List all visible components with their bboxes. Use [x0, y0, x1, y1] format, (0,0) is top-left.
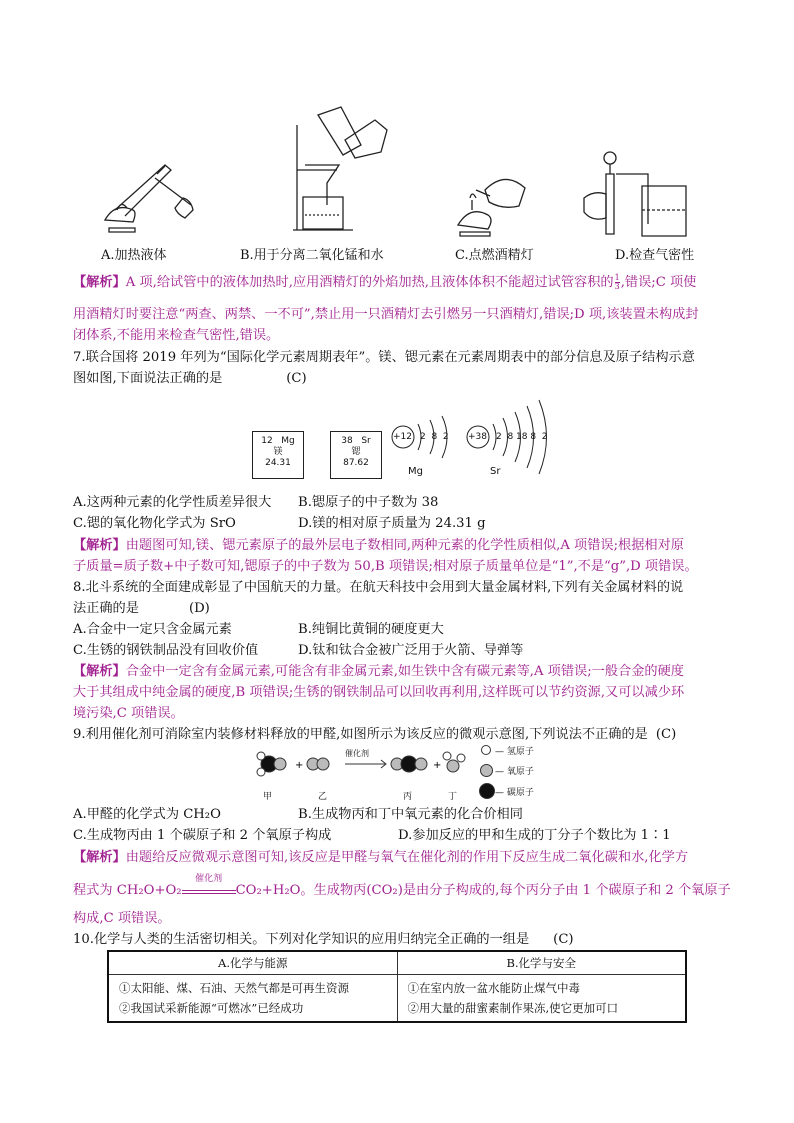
q7-explanation-line2: 子质量=质子数+中子数可知,锶原子的中子数为 50,B 项错误;相对原子质量单位是“1”,不是“g”,D 项错误。 — [73, 559, 698, 574]
label-ding: 丁 — [448, 792, 458, 802]
explanation-tag: 【解析】 — [73, 538, 126, 553]
q8-explanation-line2: 大于其组成中纯金属的硬度,B 项错误;生锈的钢铁制品可以回收再利用,这样既可以节约资源,又可以减少环 — [73, 685, 685, 700]
table-cell-b — [397, 975, 686, 1023]
fraction — [615, 274, 620, 291]
table-header-a: A.化学与能源 — [108, 951, 397, 975]
q6-explanation-text-end: ,错误;C 项使 — [620, 275, 697, 290]
q9-stem-text: 9.利用催化剂可消除室内装修材料释放的甲醛,如图所示为该反应的微观示意图,下列说法不正确的是 — [73, 727, 648, 742]
q6-explanation-text: A 项,给试管中的液体加热时,应用酒精灯的外焰加热,且液体体积不能超过试管容积的 — [125, 275, 614, 290]
mg-nucleus: +12 — [393, 432, 412, 442]
q7-stem-line1: 7.联合国将 2019 年列为“国际化学元素周期表年”。镁、锶元素在元素周期表中的部分信息及原子结构示意 — [73, 350, 695, 365]
q9-explanation-line3: 构成,C 项错误。 — [73, 911, 171, 926]
q9-option-d: D.参加反应的甲和生成的丁分子个数比为 1∶1 — [398, 828, 671, 843]
q7-stem-line2 — [73, 370, 307, 388]
q8-stem-line1: 8.北斗系统的全面建成彰显了中国航天的力量。在航天科技中会用到大量金属材料,下列有关金属材料的说 — [73, 580, 684, 595]
label-yi: 乙 — [318, 792, 328, 802]
equation-arrow — [182, 874, 236, 894]
q9-answer: (C) — [655, 727, 677, 742]
equation-catalyst: 催化剂 — [195, 874, 223, 884]
svg-text:+: + — [433, 760, 442, 771]
q8-stem-text: 法正确的是 — [73, 601, 139, 616]
hydrogen-legend-icon — [481, 745, 491, 755]
q8-explanation-line3: 境污染,C 项错误。 — [73, 706, 184, 721]
table-b-item2: ②用大量的甜蜜素制作果冻,使它更加可口 — [407, 1001, 619, 1015]
lighting-lamp-illustration — [450, 160, 540, 240]
airtightness-check-illustration — [580, 148, 700, 243]
q8-option-d: D.钛和钛合金被广泛用于火箭、导弹等 — [298, 643, 524, 658]
q7-explanation-text: 由题图可知,镁、锶元素原子的最外层电子数相同,两种元素的化学性质相似,A 项错误;根据相对原 — [125, 538, 684, 553]
fraction-numerator: 1 — [614, 273, 620, 282]
equation-left: 程式为 CH₂O+O₂ — [73, 883, 182, 898]
mg-element-card — [252, 431, 304, 479]
sr-shells: 2 8 18 8 2 — [496, 432, 548, 442]
table-cell-a — [108, 975, 397, 1023]
q8-explanation-line1 — [73, 663, 684, 681]
q10-answer: (C) — [553, 932, 574, 947]
fraction-denominator: 3 — [614, 282, 620, 291]
mg-label: Mg — [408, 466, 423, 477]
q8-answer: (D) — [188, 601, 210, 616]
mg-shells: 2 8 2 — [420, 432, 449, 442]
legend-hydrogen: — 氢原子 — [495, 747, 534, 757]
q8-option-a: A.合金中一定只含金属元素 — [73, 622, 232, 637]
q9-option-c: C.生成物丙由 1 个碳原子和 2 个氧原子构成 — [73, 828, 332, 843]
table-a-item2: ②我国试采新能源“可燃冰”已经成功 — [119, 1001, 304, 1015]
heating-liquid-illustration — [95, 150, 205, 240]
mg-atomic-number: 12 — [261, 436, 273, 446]
catalyst-label: 催化剂 — [345, 749, 369, 758]
q7-answer: (C) — [286, 371, 307, 386]
q6-explanation-line1 — [73, 274, 696, 292]
q9-explanation-line1 — [73, 849, 688, 867]
mg-mass: 24.31 — [265, 458, 291, 468]
svg-text:+: + — [295, 760, 304, 771]
q8-stem-line2 — [73, 600, 210, 618]
q7-option-d: D.镁的相对原子质量为 24.31 g — [298, 516, 486, 531]
option-d-caption: D.检查气密性 — [615, 248, 695, 263]
q7-explanation-line1 — [73, 537, 684, 555]
carbon-legend-icon — [479, 783, 495, 799]
oxygen-legend-icon — [480, 764, 493, 777]
mg-name: 镁 — [273, 447, 283, 457]
explanation-tag: 【解析】 — [73, 275, 126, 290]
equation-right: CO₂+H₂O。生成物丙(CO₂)是由分子构成的,每个丙分子由 1 个碳原子和 2 个氧原子 — [235, 883, 731, 898]
table-a-item1: ①太阳能、煤、石油、天然气都是可再生资源 — [119, 981, 349, 995]
q10-stem-text: 10.化学与人类的生活密切相关。下列对化学知识的应用归纳完全正确的一组是 — [73, 932, 530, 947]
q6-explanation-line3: 闭体系,不能用来检查气密性,错误。 — [73, 328, 280, 343]
label-bing: 丙 — [403, 792, 413, 802]
table-b-item1: ①在室内放一盆水能防止煤气中毒 — [407, 981, 580, 995]
q7-stem-text: 图如图,下面说法正确的是 — [73, 371, 223, 386]
sr-nucleus: +38 — [468, 432, 487, 442]
q8-option-c: C.生锈的钢铁制品没有回收价值 — [73, 643, 259, 658]
filtration-illustration — [283, 105, 403, 240]
table-header-b: B.化学与安全 — [397, 951, 686, 975]
q8-option-b: B.纯铜比黄铜的硬度更大 — [298, 622, 444, 637]
option-a-caption: A.加热液体 — [101, 248, 167, 263]
sr-atomic-number: 38 — [341, 436, 353, 446]
q8-explanation-text: 合金中一定含有金属元素,可能含有非金属元素,如生铁中含有碳元素等,A 项错误;一般合金的硬度 — [125, 664, 684, 679]
q7-option-c: C.锶的氧化物化学式为 SrO — [73, 516, 236, 531]
sr-label: Sr — [490, 466, 501, 477]
q7-option-b: B.锶原子的中子数为 38 — [298, 495, 439, 510]
sr-symbol: Sr — [361, 436, 371, 446]
mg-symbol: Mg — [281, 436, 295, 446]
q7-option-a: A.这两种元素的化学性质差异很大 — [73, 495, 272, 510]
sr-name: 锶 — [351, 447, 361, 457]
legend-carbon: — 碳原子 — [495, 788, 534, 798]
q10-stem — [73, 931, 574, 949]
q9-explanation-line2 — [73, 874, 731, 900]
option-c-caption: C.点燃酒精灯 — [455, 248, 534, 263]
sr-mass: 87.62 — [343, 458, 369, 468]
option-b-caption: B.用于分离二氧化锰和水 — [240, 248, 384, 263]
legend-oxygen: — 氧原子 — [495, 767, 534, 777]
q10-table — [107, 950, 687, 1023]
q9-option-a: A.甲醛的化学式为 CH₂O — [73, 807, 221, 822]
q9-explanation-text: 由题给反应微观示意图可知,该反应是甲醛与氧气在催化剂的作用下反应生成二氧化碳和水,化学方 — [125, 850, 689, 865]
reaction-diagram — [255, 748, 495, 788]
q6-explanation-line2: 用酒精灯时要注意“两查、两禁、一不可”,禁止用一只酒精灯去引燃另一只酒精灯,错误;D 项,该装置未构成封 — [73, 307, 699, 322]
q9-stem — [73, 726, 676, 744]
sr-element-card — [330, 431, 382, 479]
q9-option-b: B.生成物丙和丁中氧元素的化合价相同 — [298, 807, 523, 822]
explanation-tag: 【解析】 — [73, 850, 126, 865]
label-jia: 甲 — [263, 792, 273, 802]
explanation-tag: 【解析】 — [73, 664, 126, 679]
